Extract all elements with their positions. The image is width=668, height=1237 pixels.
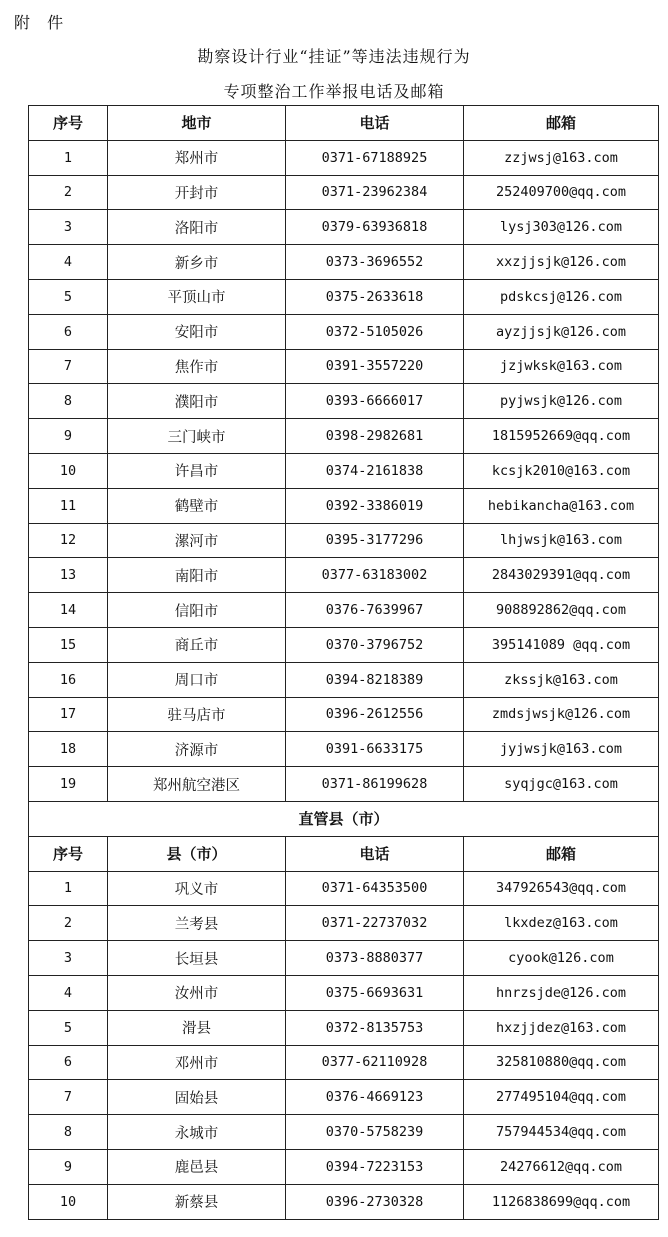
city-row — [29, 627, 659, 662]
region-name: 南阳市 — [108, 558, 286, 593]
phone-number: 0371-64353500 — [286, 871, 464, 906]
email-address: lhjwsjk@163.com — [464, 523, 659, 558]
email-address: hebikancha@163.com — [464, 488, 659, 523]
email-address: pyjwsjk@126.com — [464, 384, 659, 419]
region-name: 济源市 — [108, 732, 286, 767]
region-name: 巩义市 — [108, 871, 286, 906]
county-row — [29, 941, 659, 976]
row-number: 9 — [29, 1149, 108, 1184]
region-name: 汝州市 — [108, 975, 286, 1010]
row-number: 4 — [29, 975, 108, 1010]
phone-number: 0377-62110928 — [286, 1045, 464, 1080]
phone-number: 0379-63936818 — [286, 210, 464, 245]
region-name: 驻马店市 — [108, 697, 286, 732]
city-row — [29, 384, 659, 419]
phone-number: 0395-3177296 — [286, 523, 464, 558]
county-row — [29, 871, 659, 906]
email-address: hnrzsjde@126.com — [464, 975, 659, 1010]
email-address: pdskcsj@126.com — [464, 279, 659, 314]
city-header-row — [29, 106, 659, 141]
row-number: 7 — [29, 349, 108, 384]
county-row — [29, 1010, 659, 1045]
city-row — [29, 210, 659, 245]
region-name: 三门峡市 — [108, 419, 286, 454]
email-address: ayzjjsjk@126.com — [464, 314, 659, 349]
header-cell-phone: 电话 — [286, 106, 464, 141]
header-cell-email: 邮箱 — [464, 836, 659, 871]
email-address: 1126838699@qq.com — [464, 1184, 659, 1219]
email-address: zzjwsj@163.com — [464, 140, 659, 175]
phone-number: 0375-6693631 — [286, 975, 464, 1010]
email-address: 347926543@qq.com — [464, 871, 659, 906]
row-number: 9 — [29, 419, 108, 454]
email-address: lkxdez@163.com — [464, 906, 659, 941]
region-name: 洛阳市 — [108, 210, 286, 245]
city-row — [29, 732, 659, 767]
region-name: 固始县 — [108, 1080, 286, 1115]
region-name: 长垣县 — [108, 941, 286, 976]
city-row — [29, 523, 659, 558]
email-address: zmdsjwsjk@126.com — [464, 697, 659, 732]
city-row — [29, 662, 659, 697]
phone-number: 0373-3696552 — [286, 245, 464, 280]
row-number: 19 — [29, 767, 108, 802]
row-number: 14 — [29, 593, 108, 628]
county-row — [29, 975, 659, 1010]
region-name: 郑州航空港区 — [108, 767, 286, 802]
region-name: 开封市 — [108, 175, 286, 210]
region-name: 信阳市 — [108, 593, 286, 628]
region-name: 漯河市 — [108, 523, 286, 558]
city-row — [29, 279, 659, 314]
row-number: 5 — [29, 1010, 108, 1045]
header-cell-email: 邮箱 — [464, 106, 659, 141]
city-row — [29, 593, 659, 628]
county-row — [29, 1080, 659, 1115]
row-number: 2 — [29, 175, 108, 210]
phone-number: 0391-3557220 — [286, 349, 464, 384]
region-name: 滑县 — [108, 1010, 286, 1045]
phone-number: 0371-67188925 — [286, 140, 464, 175]
region-name: 郑州市 — [108, 140, 286, 175]
email-address: syqjgc@163.com — [464, 767, 659, 802]
attachment-label: 附 件 — [14, 13, 70, 32]
phone-number: 0376-7639967 — [286, 593, 464, 628]
row-number: 4 — [29, 245, 108, 280]
phone-number: 0376-4669123 — [286, 1080, 464, 1115]
document-title-line2: 专项整治工作举报电话及邮箱 — [223, 82, 445, 101]
city-row — [29, 419, 659, 454]
email-address: jyjwsjk@163.com — [464, 732, 659, 767]
email-address: 908892862@qq.com — [464, 593, 659, 628]
email-address: 277495104@qq.com — [464, 1080, 659, 1115]
region-name: 商丘市 — [108, 627, 286, 662]
phone-number: 0394-7223153 — [286, 1149, 464, 1184]
phone-number: 0391-6633175 — [286, 732, 464, 767]
row-number: 8 — [29, 1115, 108, 1150]
region-name: 焦作市 — [108, 349, 286, 384]
city-row — [29, 349, 659, 384]
email-address: jzjwksk@163.com — [464, 349, 659, 384]
phone-number: 0374-2161838 — [286, 453, 464, 488]
header-cell-no: 序号 — [29, 106, 108, 141]
region-name: 新乡市 — [108, 245, 286, 280]
region-name: 邓州市 — [108, 1045, 286, 1080]
header-cell-county: 县（市） — [108, 836, 286, 871]
email-address: 1815952669@qq.com — [464, 419, 659, 454]
city-row — [29, 767, 659, 802]
city-row — [29, 314, 659, 349]
phone-number: 0396-2730328 — [286, 1184, 464, 1219]
region-name: 兰考县 — [108, 906, 286, 941]
row-number: 11 — [29, 488, 108, 523]
county-row — [29, 1184, 659, 1219]
phone-number: 0371-23962384 — [286, 175, 464, 210]
phone-number: 0372-5105026 — [286, 314, 464, 349]
email-address: xxzjjsjk@126.com — [464, 245, 659, 280]
row-number: 10 — [29, 1184, 108, 1219]
region-name: 周口市 — [108, 662, 286, 697]
phone-number: 0373-8880377 — [286, 941, 464, 976]
phone-number: 0371-86199628 — [286, 767, 464, 802]
header-cell-phone: 电话 — [286, 836, 464, 871]
email-address: 757944534@qq.com — [464, 1115, 659, 1150]
city-row — [29, 245, 659, 280]
phone-number: 0371-22737032 — [286, 906, 464, 941]
region-name: 鹿邑县 — [108, 1149, 286, 1184]
county-row — [29, 1115, 659, 1150]
region-name: 鹤壁市 — [108, 488, 286, 523]
email-address: 2843029391@qq.com — [464, 558, 659, 593]
row-number: 10 — [29, 453, 108, 488]
phone-number: 0375-2633618 — [286, 279, 464, 314]
row-number: 6 — [29, 314, 108, 349]
county-row — [29, 1149, 659, 1184]
county-row — [29, 906, 659, 941]
row-number: 8 — [29, 384, 108, 419]
row-number: 5 — [29, 279, 108, 314]
county-header-row — [29, 836, 659, 871]
email-address: kcsjk2010@163.com — [464, 453, 659, 488]
email-address: 252409700@qq.com — [464, 175, 659, 210]
phone-number: 0370-3796752 — [286, 627, 464, 662]
region-name: 新蔡县 — [108, 1184, 286, 1219]
row-number: 18 — [29, 732, 108, 767]
city-row — [29, 453, 659, 488]
row-number: 2 — [29, 906, 108, 941]
document-title-line1: 勘察设计行业“挂证”等违法违规行为 — [197, 47, 471, 66]
region-name: 平顶山市 — [108, 279, 286, 314]
phone-number: 0394-8218389 — [286, 662, 464, 697]
email-address: 24276612@qq.com — [464, 1149, 659, 1184]
header-cell-city: 地市 — [108, 106, 286, 141]
region-name: 许昌市 — [108, 453, 286, 488]
email-address: 325810880@qq.com — [464, 1045, 659, 1080]
header-cell-no: 序号 — [29, 836, 108, 871]
email-address: lysj303@126.com — [464, 210, 659, 245]
section-title: 直管县（市） — [29, 801, 659, 836]
region-name: 濮阳市 — [108, 384, 286, 419]
row-number: 15 — [29, 627, 108, 662]
row-number: 7 — [29, 1080, 108, 1115]
phone-number: 0398-2982681 — [286, 419, 464, 454]
phone-number: 0370-5758239 — [286, 1115, 464, 1150]
row-number: 3 — [29, 210, 108, 245]
city-row — [29, 175, 659, 210]
county-row — [29, 1045, 659, 1080]
city-row — [29, 697, 659, 732]
city-row — [29, 488, 659, 523]
row-number: 13 — [29, 558, 108, 593]
phone-number: 0396-2612556 — [286, 697, 464, 732]
city-row — [29, 558, 659, 593]
row-number: 16 — [29, 662, 108, 697]
report-contact-table — [28, 105, 659, 1220]
email-address: hxzjjdez@163.com — [464, 1010, 659, 1045]
phone-number: 0377-63183002 — [286, 558, 464, 593]
phone-number: 0372-8135753 — [286, 1010, 464, 1045]
row-number: 6 — [29, 1045, 108, 1080]
email-address: cyook@126.com — [464, 941, 659, 976]
row-number: 12 — [29, 523, 108, 558]
email-address: zkssjk@163.com — [464, 662, 659, 697]
row-number: 17 — [29, 697, 108, 732]
row-number: 1 — [29, 140, 108, 175]
section-title-row — [29, 801, 659, 836]
phone-number: 0393-6666017 — [286, 384, 464, 419]
region-name: 永城市 — [108, 1115, 286, 1150]
phone-number: 0392-3386019 — [286, 488, 464, 523]
row-number: 3 — [29, 941, 108, 976]
row-number: 1 — [29, 871, 108, 906]
city-row — [29, 140, 659, 175]
region-name: 安阳市 — [108, 314, 286, 349]
email-address: 395141089 @qq.com — [464, 627, 659, 662]
